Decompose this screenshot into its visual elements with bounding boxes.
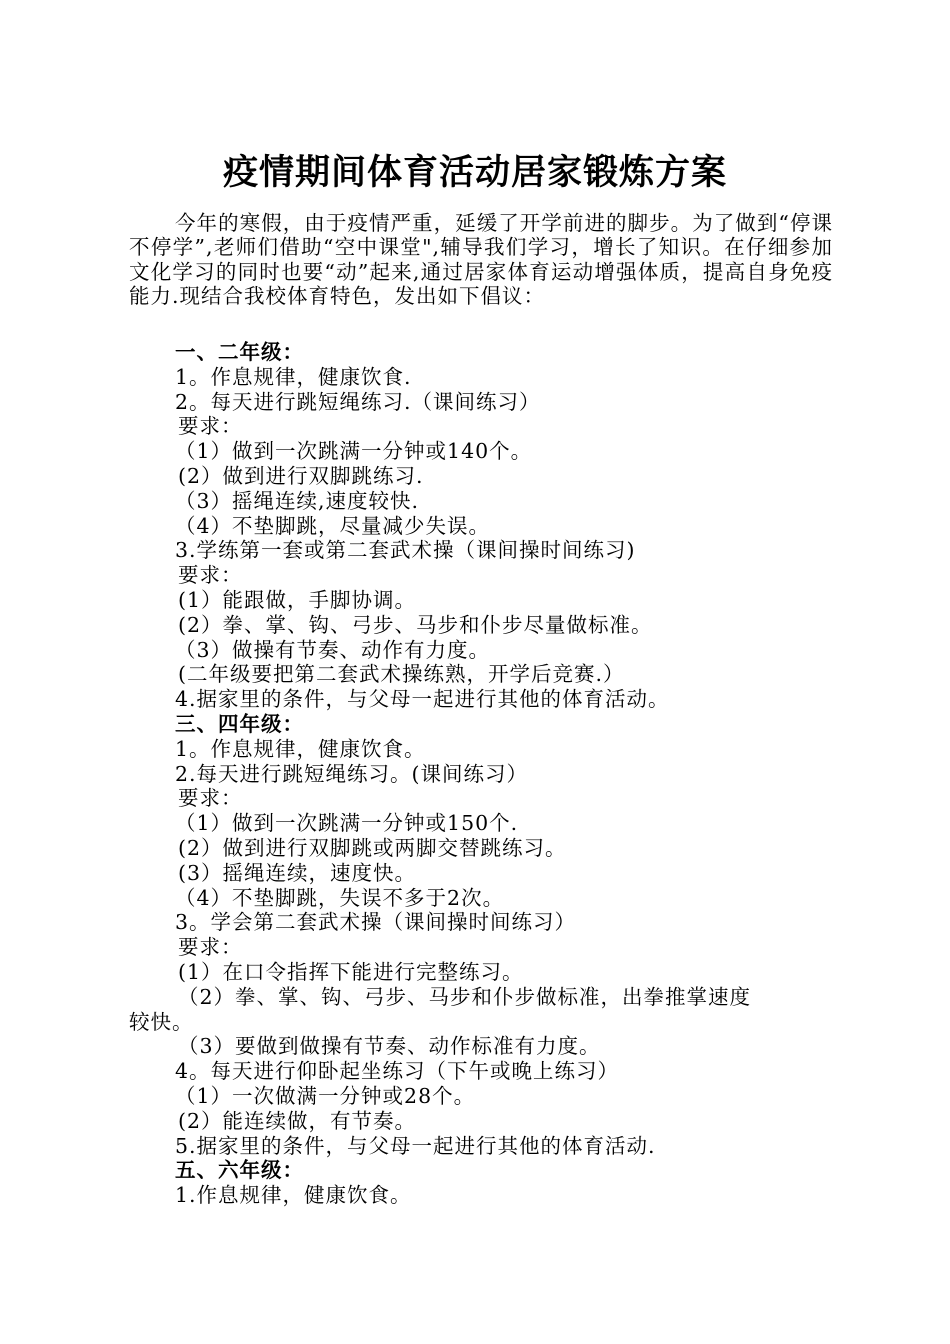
body-line-continued: 较快。 <box>129 1009 194 1034</box>
section-heading-grade-1-2: 一、二年级： <box>175 340 304 364</box>
body-line: 2。每天进行跳短绳练习.（课间练习） <box>175 389 541 414</box>
body-line: 4.据家里的条件，与父母一起进行其他的体育活动。 <box>175 687 670 712</box>
body-line: (2）做到进行双脚跳练习. <box>178 463 424 488</box>
body-line: 1.作息规律，健康饮食。 <box>175 1183 412 1208</box>
document-title: 疫情期间体育活动居家锻炼方案 <box>222 152 727 193</box>
body-line: （4）不垫脚跳，尽量减少失误。 <box>175 513 491 538</box>
body-line: （4）不垫脚跳，失误不多于2次。 <box>175 885 505 910</box>
body-line: (1）能跟做，手脚协调。 <box>178 587 417 612</box>
section-heading-grade-3-4: 三、四年级： <box>175 711 304 736</box>
body-line: （3）做操有节奏、动作有力度。 <box>175 637 491 662</box>
intro-paragraph: 今年的寒假，由于疫情严重，延缓了开学前进的脚步。为了做到“停课不停学”,老师们借助“空中课堂",辅导我们学习，增长了知识。在仔细参加文化学习的同时也要“动”起来,通过居家体育运动增强体质，提高自身免疫能力.现结合我校体育特色，发出如下倡议： <box>129 211 833 308</box>
body-line: (2）做到进行双脚跳或两脚交替跳练习。 <box>178 835 567 860</box>
body-line: (3）摇绳连续，速度快。 <box>178 860 417 885</box>
body-line: (2）拳、掌、钩、弓步、马步和仆步尽量做标准。 <box>178 612 653 637</box>
body-line: （3）摇绳连续,速度较快. <box>175 488 420 513</box>
body-line: 3.学练第一套或第二套武术操（课间操时间练习) <box>175 538 636 563</box>
body-line: 要求： <box>178 935 243 960</box>
body-line: (二年级要把第二套武术操练熟，开学后竞赛.） <box>178 662 625 687</box>
section-heading-grade-5-6: 五、六年级： <box>175 1158 304 1183</box>
body-line: 要求： <box>178 786 243 811</box>
body-line: (2）能连续做，有节奏。 <box>178 1108 417 1133</box>
body-line: 要求： <box>178 563 243 588</box>
body-line: （1）一次做满一分钟或28个。 <box>175 1083 476 1108</box>
body-line: 1。作息规律，健康饮食。 <box>175 736 426 761</box>
body-line: （3）要做到做操有节奏、动作标准有力度。 <box>178 1034 601 1059</box>
body-line: （2）拳、掌、钩、弓步、马步和仆步做标准，出拳推掌速度 <box>178 984 752 1009</box>
body-line: (1）在口令指挥下能进行完整练习。 <box>178 959 524 984</box>
body-line: （1）做到一次跳满一分钟或150个. <box>175 811 519 836</box>
body-line: 3。学会第二套武术操（课间操时间练习） <box>175 910 577 935</box>
body-line: 要求： <box>178 414 243 439</box>
body-line: 1。作息规律，健康饮食. <box>175 364 412 389</box>
body-line: 5.据家里的条件，与父母一起进行其他的体育活动. <box>175 1133 656 1158</box>
body-lines <box>0 340 950 1208</box>
body-line: 2.每天进行跳短绳练习。(课间练习） <box>175 761 529 786</box>
body-line: 4。每天进行仰卧起坐练习（下午或晚上练习） <box>175 1059 620 1084</box>
body-line: （1）做到一次跳满一分钟或140个。 <box>175 439 533 464</box>
